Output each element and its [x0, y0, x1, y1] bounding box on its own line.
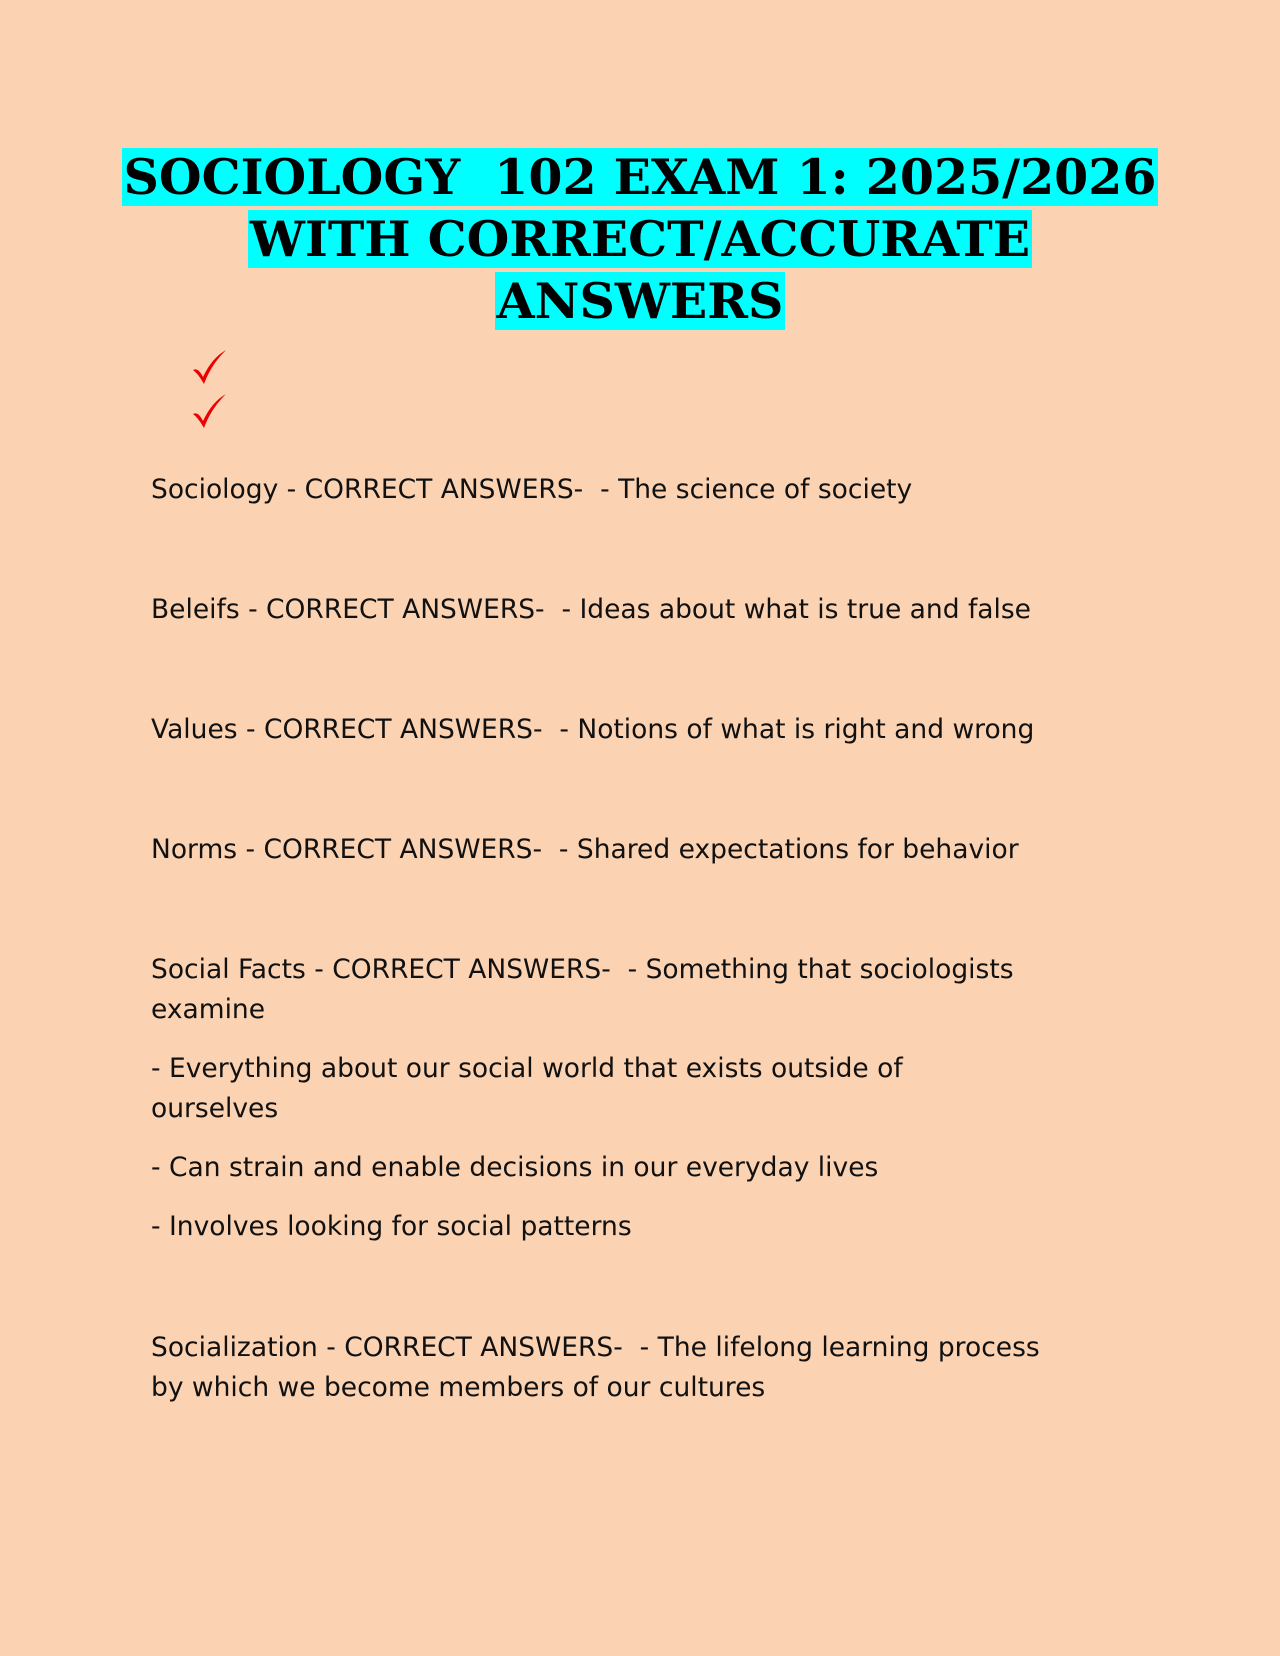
entry-socialization: Socialization - CORRECT ANSWERS- - The lifelong learning process by which we become members of our cultures — [151, 1332, 1049, 1403]
entry-social-facts-point-1: - Everything about our social world that exists outside of ourselves — [151, 1053, 912, 1124]
title-line-2: WITH CORRECT/ACCURATE — [249, 210, 1031, 268]
document-title — [0, 146, 1280, 332]
checkmark-icon — [190, 346, 230, 390]
entry-beliefs: Beleifs - CORRECT ANSWERS- - Ideas about what is true and false — [151, 594, 1031, 625]
entry-social-facts-point-2: - Can strain and enable decisions in our everyday lives — [151, 1152, 879, 1183]
title-line-3: ANSWERS — [496, 272, 784, 330]
checkmark-list — [190, 346, 230, 434]
checkmark-icon — [190, 390, 230, 434]
title-line-1: SOCIOLOGY 102 EXAM 1: 2025/2026 — [123, 148, 1157, 206]
entry-sociology: Sociology - CORRECT ANSWERS- - The science of society — [151, 474, 913, 505]
entry-norms: Norms - CORRECT ANSWERS- - Shared expectations for behavior — [151, 834, 1019, 865]
entry-social-facts: Social Facts - CORRECT ANSWERS- - Something that sociologists examine — [151, 954, 1022, 1025]
entry-social-facts-point-3: - Involves looking for social patterns — [151, 1211, 632, 1242]
entry-values: Values - CORRECT ANSWERS- - Notions of what is right and wrong — [151, 714, 1035, 745]
